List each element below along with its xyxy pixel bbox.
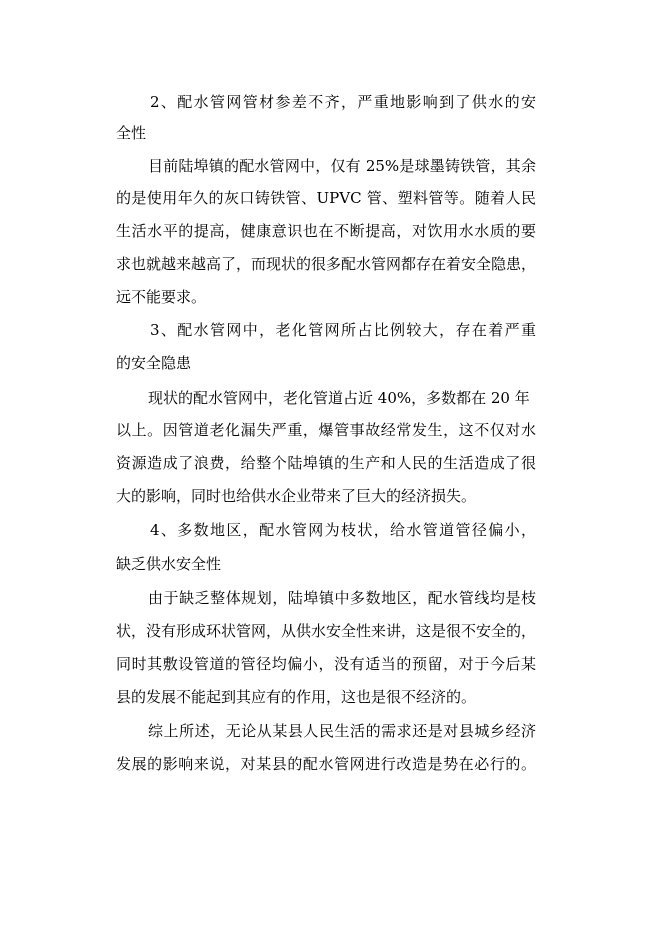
section-3-heading-line-1: 3、配水管网中，老化管网所占比例较大，存在着严重 bbox=[150, 321, 536, 339]
section-3-heading-line-2: 的安全隐患 bbox=[116, 354, 192, 372]
section-2-heading-line-1: 2、配水管网管材参差不齐，严重地影响到了供水的安 bbox=[150, 93, 536, 111]
section-3-body-line-3: 资源造成了浪费，给整个陆埠镇的生产和人民的生活造成了很 bbox=[116, 454, 536, 472]
conclusion-line-2: 发展的影响来说，对某县的配水管网进行改造是势在必行的。 bbox=[116, 755, 536, 773]
section-2-body-line-3: 生活水平的提高，健康意识也在不断提高，对饮用水水质的要 bbox=[116, 222, 536, 240]
section-4-body-line-3: 同时其敷设管道的管径均偏小，没有适当的预留，对于今后某 bbox=[116, 655, 536, 673]
section-2-heading-line-2: 全性 bbox=[116, 124, 147, 142]
section-3-body-line-1: 现状的配水管网中，老化管道占近 40%，多数都在 20 年 bbox=[148, 389, 530, 407]
section-2-body-line-1: 目前陆埠镇的配水管网中，仅有 25%是球墨铸铁管，其余 bbox=[148, 157, 536, 175]
conclusion-line-1: 综上所述，无论从某县人民生活的需求还是对县城乡经济 bbox=[148, 722, 536, 740]
section-3-body-line-2: 以上。因管道老化漏失严重，爆管事故经常发生，这不仅对水 bbox=[116, 421, 536, 439]
section-4-heading-line-2: 缺乏供水安全性 bbox=[116, 555, 222, 573]
section-3-body-line-4: 大的影响，同时也给供水企业带来了巨大的经济损失。 bbox=[116, 487, 477, 505]
section-4-body-line-1: 由于缺乏整体规划，陆埠镇中多数地区，配水管线均是枝 bbox=[148, 589, 536, 607]
section-4-body-line-2: 状，没有形成环状管网，从供水安全性来讲，这是很不安全的， bbox=[116, 622, 537, 640]
section-4-heading-line-1: 4、多数地区，配水管网为枝状，给水管道管径偏小， bbox=[150, 521, 536, 539]
section-2-body-line-4: 求也就越来越高了，而现状的很多配水管网都存在着安全隐患， bbox=[116, 255, 537, 273]
section-2-body-line-5: 远不能要求。 bbox=[116, 288, 207, 306]
section-4-body-line-4: 县的发展不能起到其应有的作用，这也是很不经济的。 bbox=[116, 688, 477, 706]
section-2-body-line-2: 的是使用年久的灰口铸铁管、UPVC 管、塑料管等。随着人民 bbox=[116, 189, 536, 207]
